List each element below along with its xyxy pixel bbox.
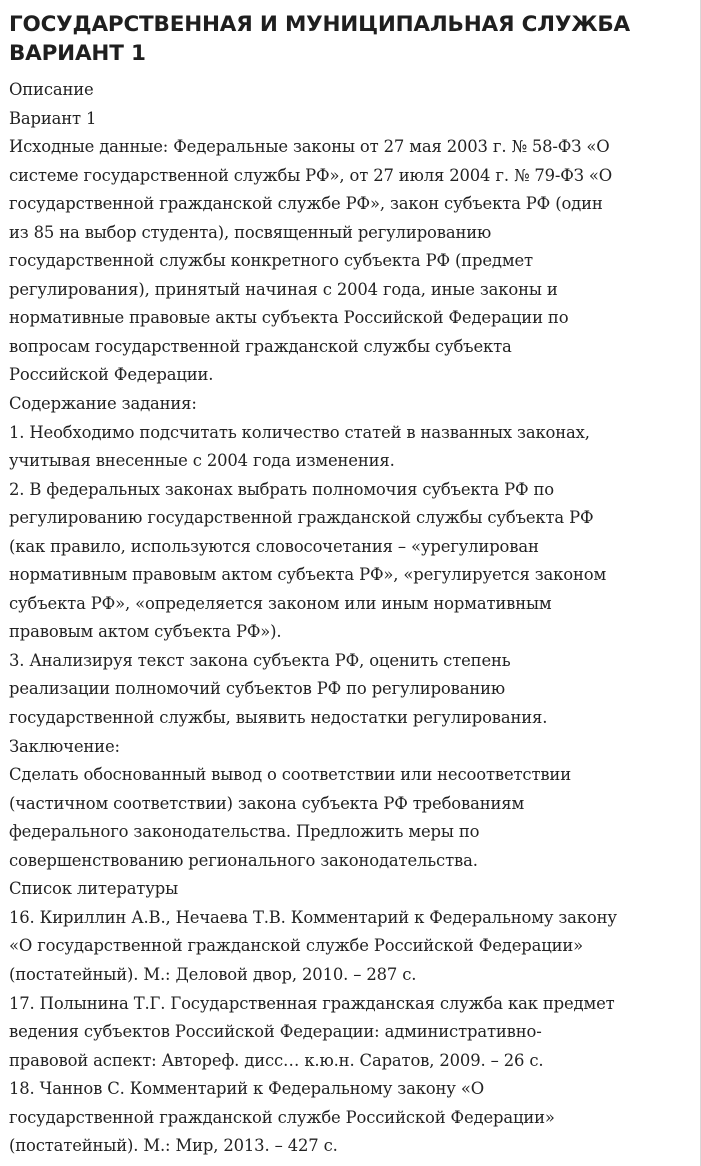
conclusion-paragraph [9, 761, 699, 875]
text-line: государственной службы, выявить недостатки регулирования. [9, 708, 548, 728]
text-line: (как правило, используются словосочетания – «урегулирован [9, 536, 539, 556]
text-line: регулирования), принятый начиная с 2004 года, иные законы и [9, 279, 558, 299]
text-line: 1. Необходимо подсчитать количество статей в названных законах, [9, 422, 590, 442]
text-line: 2. В федеральных законах выбрать полномочия субъекта РФ по [9, 479, 555, 499]
section-heading-conclusion [9, 733, 699, 762]
text-line: Вариант 1 [9, 108, 97, 128]
title-line: ГОСУДАРСТВЕННАЯ И МУНИЦИПАЛЬНАЯ СЛУЖБА [9, 12, 630, 37]
title-line: ВАРИАНТ 1 [9, 41, 146, 66]
text-line: Исходные данные: Федеральные законы от 27 мая 2003 г. № 58-ФЗ «О [9, 137, 610, 157]
source-data-paragraph [9, 133, 699, 390]
document-title [9, 10, 700, 68]
text-line: Описание [9, 80, 94, 99]
reference-item-16 [9, 904, 699, 990]
text-line: Сделать обоснованный вывод о соответствии или несоответствии [9, 765, 571, 785]
task-item-3 [9, 647, 699, 733]
document-body [9, 76, 699, 1161]
text-line: совершенствованию регионального законодательства. [9, 850, 478, 870]
text-line: 18. Чаннов С. Комментарий к Федеральному закону «О [9, 1079, 485, 1099]
text-line: субъекта РФ», «определяется законом или иным нормативным [9, 593, 552, 613]
text-line: «О государственной гражданской службе Российской Федерации» [9, 936, 584, 956]
text-line: государственной службы конкретного субъекта РФ (предмет [9, 251, 533, 271]
text-line: 3. Анализируя текст закона субъекта РФ, оценить степень [9, 650, 511, 670]
text-line: государственной гражданской службе РФ», закон субъекта РФ (один [9, 194, 603, 214]
text-line: правовым актом субъекта РФ»). [9, 622, 282, 642]
task-item-2 [9, 476, 699, 647]
section-heading-references [9, 875, 699, 904]
section-heading-description [9, 76, 699, 105]
text-line: (постатейный). М.: Деловой двор, 2010. – 287 с. [9, 964, 417, 984]
text-line: учитывая внесенные с 2004 года изменения. [9, 451, 395, 471]
section-heading-task [9, 390, 699, 419]
text-line: нормативным правовым актом субъекта РФ», «регулируется законом [9, 565, 607, 585]
text-line: Заключение: [9, 736, 120, 756]
text-line: системе государственной службы РФ», от 27 июля 2004 г. № 79-ФЗ «О [9, 165, 613, 185]
text-line: регулированию государственной гражданской службы субъекта РФ [9, 508, 594, 528]
text-line: Российской Федерации. [9, 365, 214, 385]
reference-item-18 [9, 1075, 699, 1161]
text-line: реализации полномочий субъектов РФ по регулированию [9, 679, 505, 699]
text-line: нормативные правовые акты субъекта Российской Федерации по [9, 308, 569, 328]
text-line: правовой аспект: Автореф. дисс… к.ю.н. Саратов, 2009. – 26 с. [9, 1050, 544, 1070]
text-line: (частичном соответствии) закона субъекта РФ требованиям [9, 793, 525, 813]
text-line: 17. Полынина Т.Г. Государственная гражданская служба как предмет [9, 993, 615, 1013]
variant-label [9, 105, 699, 134]
text-line: ведения субъектов Российской Федерации: административно- [9, 1022, 542, 1042]
text-line: (постатейный). М.: Мир, 2013. – 427 с. [9, 1136, 338, 1156]
text-line: из 85 на выбор студента), посвященный регулированию [9, 222, 492, 242]
text-line: Содержание задания: [9, 394, 197, 414]
text-line: 16. Кириллин А.В., Нечаева Т.В. Комментарий к Федеральному закону [9, 907, 617, 927]
reference-item-17 [9, 990, 699, 1076]
text-line: вопросам государственной гражданской службы субъекта [9, 336, 512, 356]
text-line: федерального законодательства. Предложить меры по [9, 822, 480, 842]
text-line: Список литературы [9, 879, 178, 899]
text-line: государственной гражданской службе Российской Федерации» [9, 1107, 555, 1127]
task-item-1 [9, 419, 699, 476]
